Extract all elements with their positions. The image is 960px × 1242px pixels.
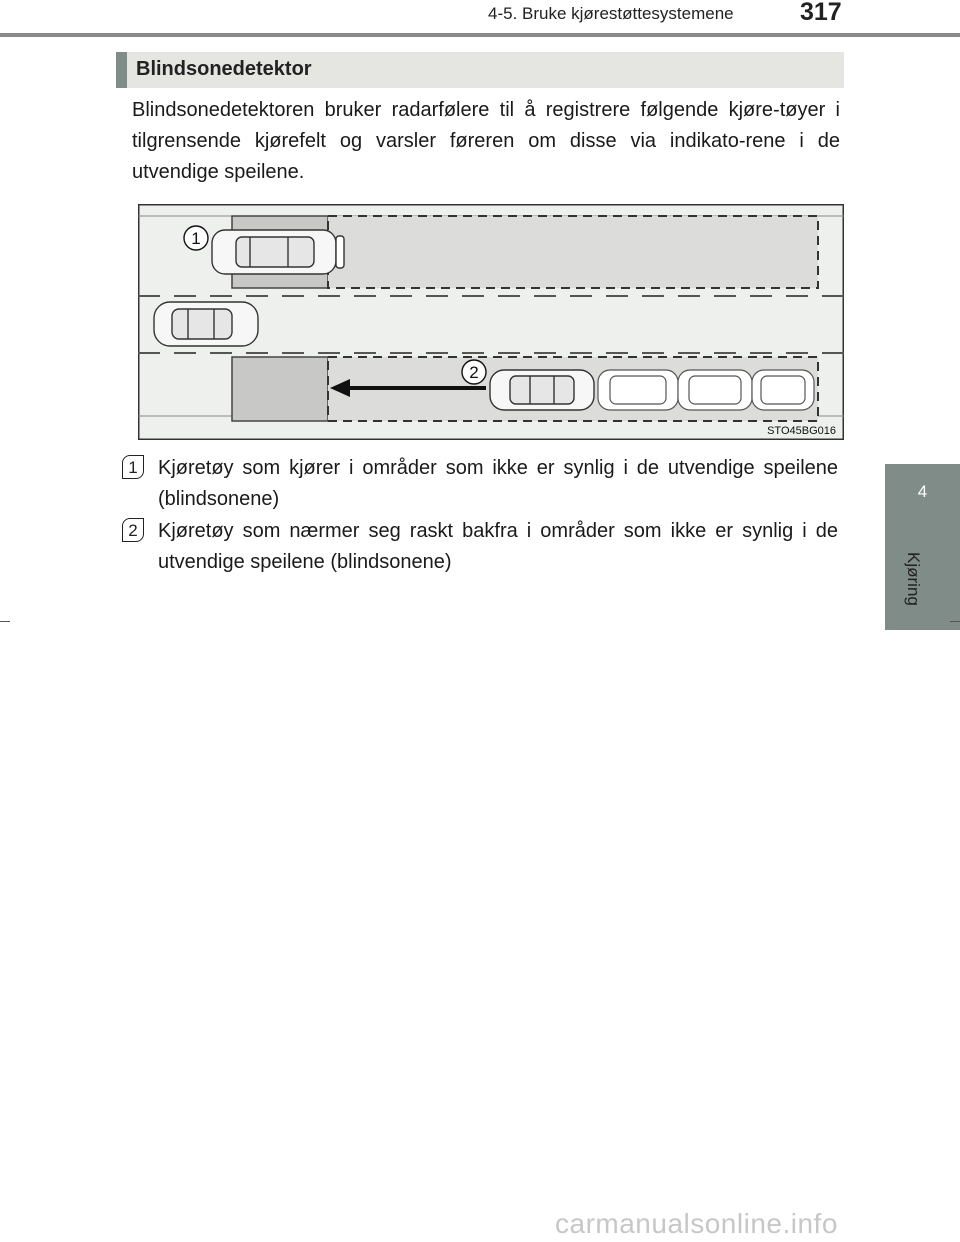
detection-zone-upper <box>328 216 818 288</box>
approaching-car-trail-2 <box>678 370 752 410</box>
ego-car <box>154 302 258 346</box>
page-number: 317 <box>800 0 842 26</box>
car-upper-lane <box>212 230 344 274</box>
header-section-title: 4-5. Bruke kjørestøttesystemene <box>488 4 734 23</box>
figure-code: STO45BG016 <box>767 425 836 437</box>
callout-2 <box>462 360 486 384</box>
blind-zone-lower-solid <box>232 357 328 421</box>
approaching-car-trail-3 <box>752 370 814 410</box>
chapter-label: Kjøring <box>904 552 923 606</box>
intro-paragraph: Blindsonedetektoren bruker radarfølere til å registrere følgende kjøre-tøyer i tilgrensende kjørefelt og varsler føreren om disse via indikato-rene i de utvendige speilene. <box>132 99 840 183</box>
svg-text:1: 1 <box>191 229 201 248</box>
item-number-2: 2 <box>122 518 144 542</box>
approaching-car-lead <box>490 370 594 410</box>
section-heading <box>116 52 844 88</box>
item-text-2: Kjøretøy som nærmer seg raskt bakfra i områder som ikke er synlig i de utvendige speilene (blindsonene) <box>158 520 838 573</box>
item-text-1: Kjøretøy som kjører i områder som ikke er synlig i de utvendige speilene (blindsonene) <box>158 457 838 510</box>
svg-text:2: 2 <box>469 363 479 382</box>
crop-mark-left <box>0 621 10 622</box>
header-rule <box>0 33 960 37</box>
crop-mark-right <box>950 621 960 622</box>
footer-watermark: carmanualsonline.info <box>555 1208 838 1239</box>
chapter-number: 4 <box>917 482 928 501</box>
blind-spot-diagram-svg <box>138 204 844 440</box>
section-title: Blindsonedetektor <box>136 58 312 80</box>
section-heading-bar <box>116 52 127 88</box>
callout-1 <box>184 226 208 250</box>
approaching-car-trail-1 <box>598 370 678 410</box>
blind-spot-diagram <box>138 204 844 440</box>
item-number-1: 1 <box>122 455 144 479</box>
